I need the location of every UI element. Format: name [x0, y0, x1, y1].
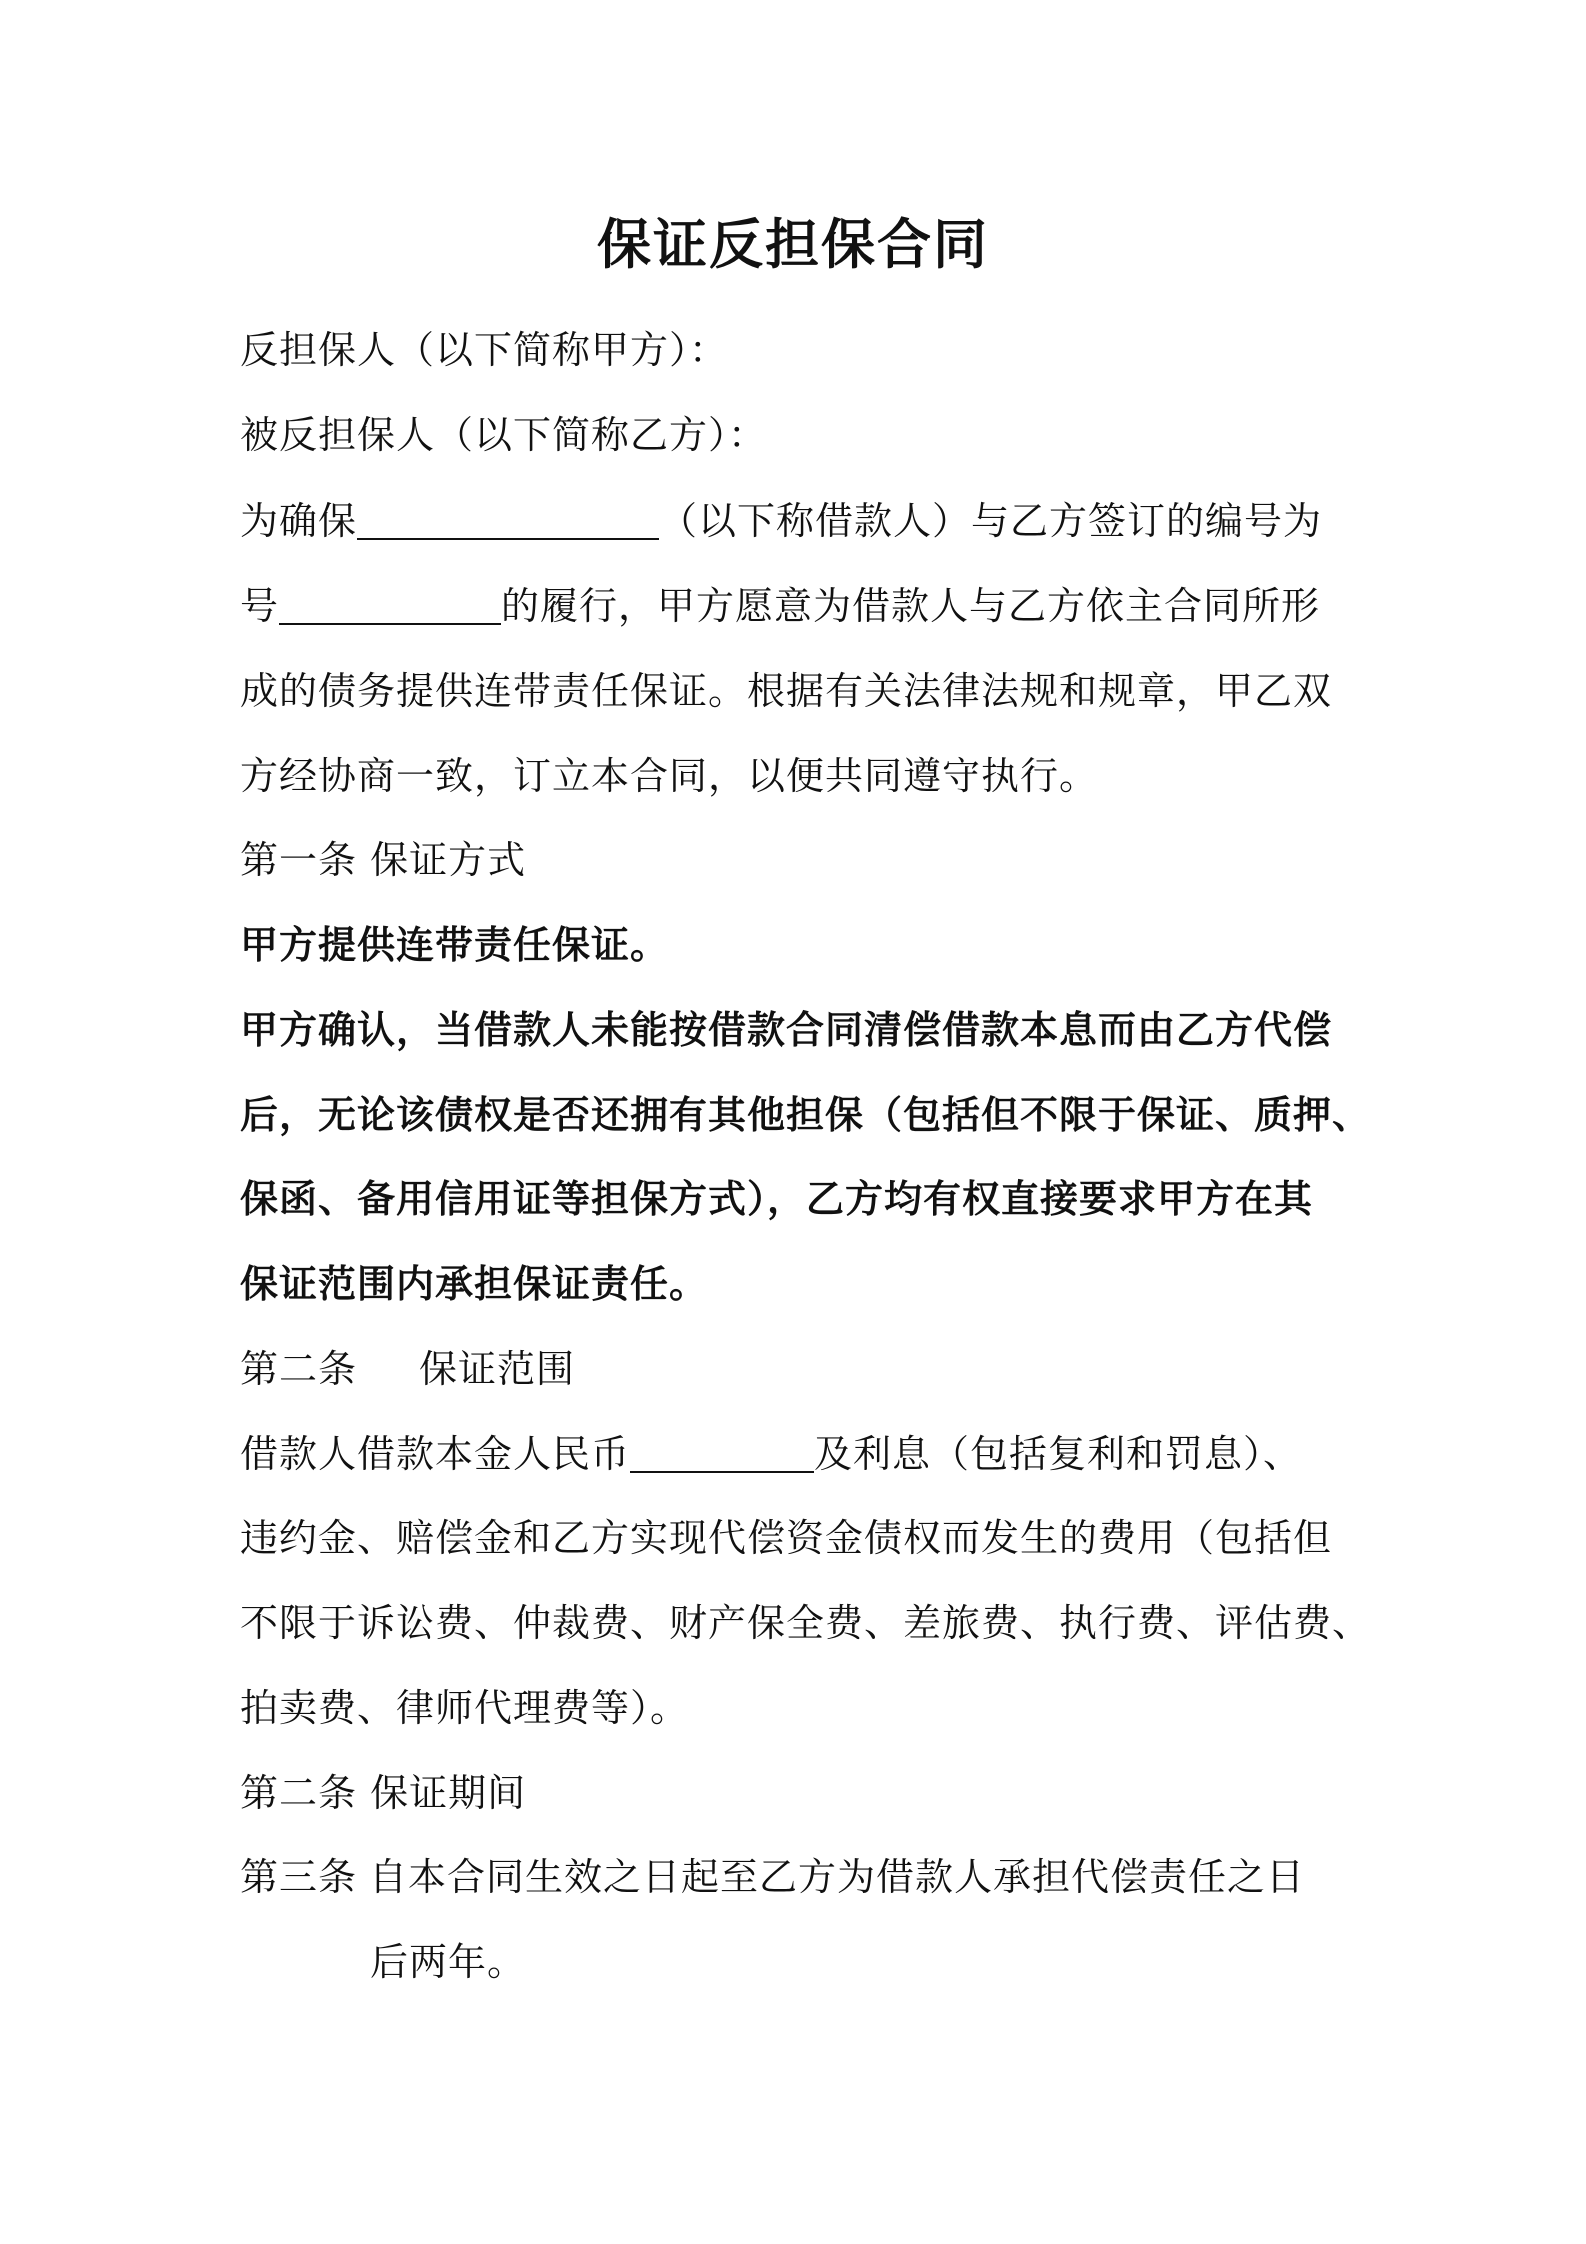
intro-line-3: 成的债务提供连带责任保证。根据有关法律法规和规章，甲乙双: [240, 669, 1333, 713]
intro-text-1a: 为确保: [240, 499, 358, 543]
guarantor-party-line: 反担保人（以下简称甲方）：: [240, 328, 729, 372]
article3-heading: 第二条 保证期间: [240, 1771, 527, 1815]
article2-text-1a: 借款人借款本金人民币: [240, 1432, 631, 1476]
article1-paragraph-2-line-3: 保函、备用信用证等担保方式），乙方均有权直接要求甲方在其: [240, 1177, 1314, 1221]
article2-line-2: 违约金、赔偿金和乙方实现代偿资金债权而发生的费用（包括但: [240, 1516, 1333, 1560]
intro-text-2b: 的履行，甲方愿意为借款人与乙方依主合同所形: [501, 584, 1321, 628]
article1-paragraph-2-line-4: 保证范围内承担保证责任。: [240, 1262, 709, 1306]
article3-line-2: 后两年。: [370, 1940, 527, 1984]
article1-heading: 第一条 保证方式: [240, 838, 527, 882]
intro-text-2a: 号: [240, 584, 280, 628]
intro-line-1: [240, 493, 1360, 549]
article2-heading: [240, 1341, 1360, 1397]
article1-paragraph-2-line-1: 甲方确认，当借款人未能按借款合同清偿借款本息而由乙方代偿: [240, 1008, 1333, 1052]
document-title: 保证反担保合同: [597, 213, 989, 276]
intro-line-2: [240, 578, 1360, 634]
article2-line-1: [240, 1426, 1360, 1482]
article3-number: 第三条: [240, 1855, 358, 1899]
article3-line-1: [240, 1849, 1360, 1905]
beneficiary-party-line: 被反担保人（以下简称乙方）：: [240, 413, 768, 457]
borrower-name-blank[interactable]: [357, 498, 659, 540]
article2-number: 第二条: [240, 1347, 358, 1391]
article2-line-4: 拍卖费、律师代理费等）。: [240, 1686, 690, 1730]
intro-text-1b: （以下称借款人）与乙方签订的编号为: [659, 499, 1323, 543]
principal-amount-blank[interactable]: [630, 1431, 814, 1473]
intro-line-4: 方经协商一致，订立本合同，以便共同遵守执行。: [240, 754, 1099, 798]
article1-paragraph-1: 甲方提供连带责任保证。: [240, 923, 670, 967]
contract-number-blank[interactable]: [279, 583, 501, 625]
article2-title: 保证范围: [419, 1347, 576, 1391]
article2-line-3: 不限于诉讼费、仲裁费、财产保全费、差旅费、执行费、评估费、: [240, 1601, 1372, 1645]
article3-text-1: 自本合同生效之日起至乙方为借款人承担代偿责任之日: [369, 1855, 1306, 1899]
article2-text-1b: 及利息（包括复利和罚息）、: [814, 1432, 1303, 1476]
article1-paragraph-2-line-2: 后，无论该债权是否还拥有其他担保（包括但不限于保证、质押、: [240, 1093, 1372, 1137]
